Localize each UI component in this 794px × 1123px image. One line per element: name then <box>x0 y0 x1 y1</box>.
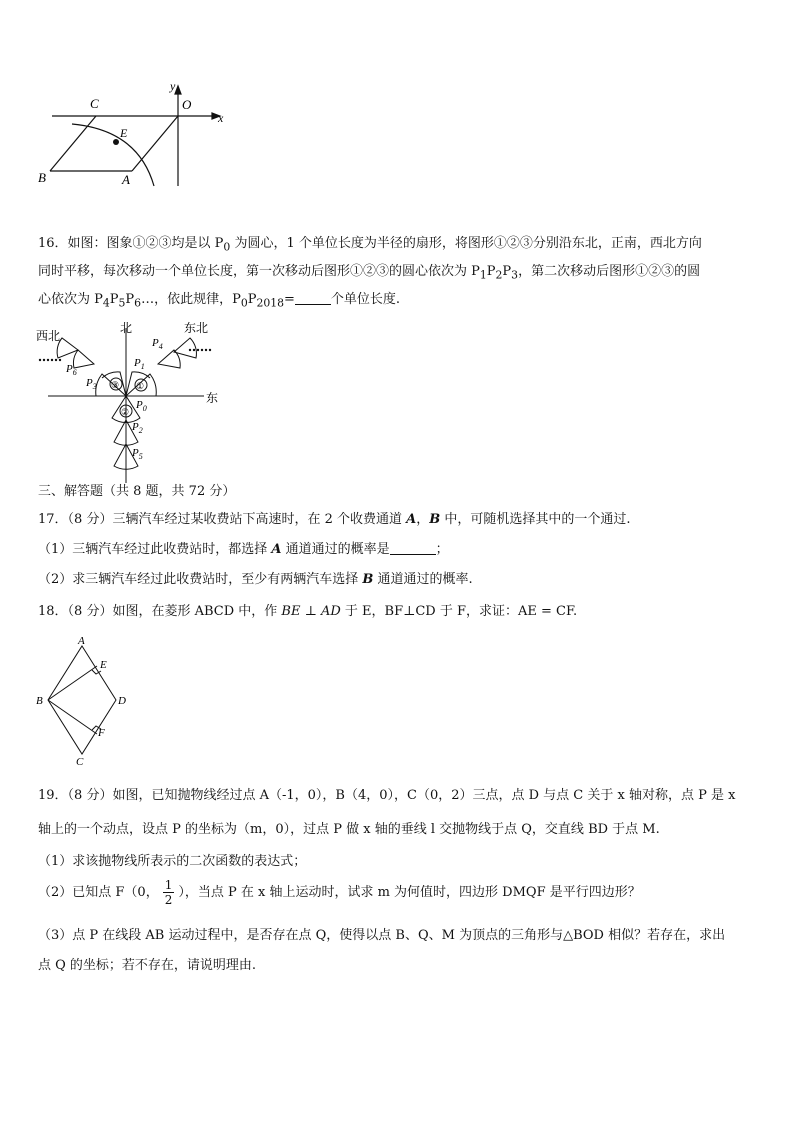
q18-stem: 18．（8 分）如图，在菱形 ABCD 中，作 BE ⊥ AD 于 E，BF⊥CD 于 F，求证：AE = CF. <box>38 604 578 619</box>
label-east: 东 <box>206 391 219 405</box>
label-circle-2: ② <box>121 407 130 417</box>
label-north: 北 <box>120 321 133 335</box>
segment-bf <box>48 700 97 734</box>
q19-stem-line-1: 19．（8 分）如图，已知抛物线经过点 A（-1，0），B（4，0），C（0，2）三点，点 D 与点 C 关于 x 轴对称，点 P 是 x <box>38 788 736 803</box>
figure-rhombus <box>34 634 144 768</box>
q17-part-1: （1）三辆汽车经过此收费站时，都选择 A 通道通过的概率是 ； <box>38 542 449 557</box>
label-circle-3: ③ <box>111 380 120 390</box>
q19-part-2: （2）已知点 F（0， $\frac{1}{2}$ ），当点 P 在 x 轴上运动时，试求 m 为何值时，四边形 DMQF 是平行四边形？ <box>38 878 641 907</box>
q17-stem: 17．（8 分）三辆汽车经过某收费站下高速时，在 2 个收费通道 A，B 中，可随机选择其中的一个通过. <box>38 512 631 527</box>
section-three-title: 三、解答题（共 8 题，共 72 分） <box>38 484 236 499</box>
q16-line-2: 同时平移，每次移动一个单位长度，第一次移动后图形①②③的圆心依次为 $P_1P_2P_3$，第二次移动后图形①②③的圆 <box>38 264 701 282</box>
label-p4: $P_4$ <box>152 337 163 351</box>
segment-be <box>48 666 97 700</box>
label-c: C <box>90 96 99 111</box>
label-c: C <box>76 756 84 768</box>
label-p5: $P_5$ <box>132 447 143 461</box>
q16-answer-blank[interactable] <box>295 292 331 305</box>
label-p0: $P_0$ <box>136 399 147 413</box>
label-o: O <box>182 97 192 112</box>
label-e: E <box>120 126 128 140</box>
figure-coordinate-parallelogram <box>30 78 240 188</box>
y-axis-arrow <box>175 86 181 94</box>
arc-curve <box>72 124 154 186</box>
label-p3: $P_3$ <box>86 377 97 391</box>
label-p1: $P_1$ <box>134 357 145 371</box>
fraction-one-half: $\frac{1}{2}$ <box>164 878 173 907</box>
label-p2: $P_2$ <box>132 421 143 435</box>
label-a: A <box>122 172 130 187</box>
label-d: D <box>118 695 126 707</box>
q19-part-3-line-2: 点 Q 的坐标；若不存在，请说明理由. <box>38 958 257 973</box>
q16-line-1: 16．如图：图象①②③均是以 $P_0$ 为圆心，1 个单位长度为半径的扇形，将图形①②③分别沿东北，正南，西北方向 <box>38 236 702 254</box>
q16-line-3: 心依次为 $P_4P_5P_6\dots$，依此规律，$P_0P_{2018}=$ 个单位长度. <box>38 292 401 310</box>
label-northwest: 西北 <box>36 329 61 343</box>
q17-part-2: （2）求三辆汽车经过此收费站时，至少有两辆汽车选择 B 通道通过的概率. <box>38 572 473 587</box>
label-circle-1: ① <box>136 381 145 391</box>
q19-part-1: （1）求该抛物线所表示的二次函数的表达式； <box>38 854 307 869</box>
point-e-dot <box>113 139 119 145</box>
label-p6: $P_6$ <box>66 363 77 377</box>
label-y: y <box>170 79 176 93</box>
label-f: F <box>98 727 105 739</box>
label-a: A <box>78 635 85 647</box>
q19-stem-line-2: 轴上的一个动点，设点 P 的坐标为（m，0），过点 P 做 x 轴的垂线 l 交抛物线于点 Q，交直线 BD 于点 M. <box>38 822 660 837</box>
figure-sectors-compass <box>34 318 234 488</box>
q17-answer-blank[interactable] <box>390 542 436 555</box>
label-northeast: 东北 <box>184 321 209 335</box>
label-b: B <box>38 170 46 185</box>
label-x: x <box>218 111 224 125</box>
label-e: E <box>100 659 107 671</box>
label-b: B <box>36 695 43 707</box>
q19-part-3-line-1: （3）点 P 在线段 AB 运动过程中，是否存在点 Q，使得以点 B、Q、M 为顶点的三角形与△BOD 相似？若存在，求出 <box>38 928 726 943</box>
